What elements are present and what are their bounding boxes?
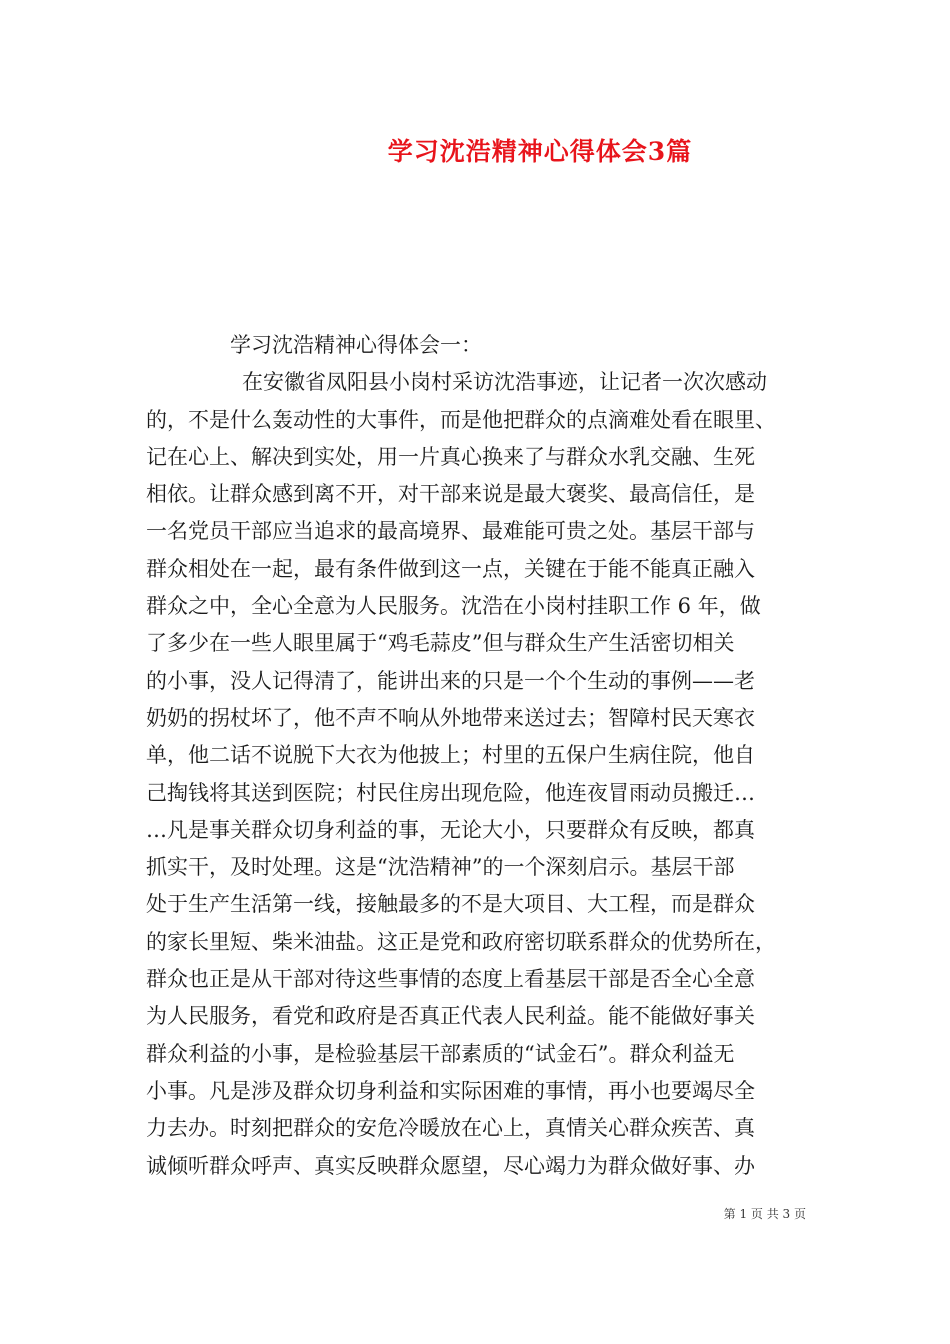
- paragraph-line: 群众也正是从干部对待这些事情的态度上看基层干部是否全心全意: [146, 967, 755, 992]
- paragraph-line: 抓实干，及时处理。这是“沈浩精神”的一个深刻启示。基层干部: [146, 855, 735, 880]
- document-title: 学习沈浩精神心得体会3篇: [387, 137, 693, 166]
- section-subheading: 学习沈浩精神心得体会一：: [230, 333, 482, 357]
- page-footer: 第 1 页 共 3 页: [723, 1207, 806, 1221]
- paragraph-line: 群众之中，全心全意为人民服务。沈浩在小岗村挂职工作 6 年，做: [146, 594, 761, 619]
- paragraph-line: 为人民服务，看党和政府是否真正代表人民利益。能不能做好事关: [146, 1004, 755, 1029]
- paragraph-line: 相依。让群众感到离不开，对干部来说是最大褒奖、最高信任，是: [146, 482, 755, 507]
- paragraph-line: …凡是事关群众切身利益的事，无论大小，只要群众有反映，都真: [146, 817, 755, 842]
- document-body: [146, 327, 806, 1185]
- paragraph-line: 群众相处在一起，最有条件做到这一点，关键在于能不能真正融入: [146, 556, 755, 581]
- paragraph-line: 一名党员干部应当追求的最高境界、最难能可贵之处。基层干部与: [146, 519, 755, 544]
- paragraph-line: 处于生产生活第一线，接触最多的不是大项目、大工程，而是群众: [146, 892, 755, 917]
- paragraph-line: 诚倾听群众呼声、真实反映群众愿望，尽心竭力为群众做好事、办: [146, 1153, 755, 1178]
- paragraph-line: 的家长里短、柴米油盐。这正是党和政府密切联系群众的优势所在，: [146, 929, 776, 954]
- paragraph-line: 记在心上、解决到实处，用一片真心换来了与群众水乳交融、生死: [146, 444, 755, 469]
- paragraph-line: 了多少在一些人眼里属于“鸡毛蒜皮”但与群众生产生活密切相关: [146, 631, 735, 656]
- paragraph-line: 己掏钱将其送到医院；村民住房出现危险，他连夜冒雨动员搬迁…: [146, 780, 755, 805]
- paragraph-line: 群众利益的小事，是检验基层干部素质的“试金石”。群众利益无: [146, 1041, 735, 1066]
- paragraph-line: 奶奶的拐杖坏了，他不声不响从外地带来送过去；智障村民天寒衣: [146, 705, 755, 730]
- paragraph-line: 单，他二话不说脱下大衣为他披上；村里的五保户生病住院，他自: [146, 743, 755, 768]
- paragraph-line: 在安徽省凤阳县小岗村采访沈浩事迹，让记者一次次感动: [242, 370, 767, 395]
- paragraph-line: 力去办。时刻把群众的安危冷暖放在心上，真情关心群众疾苦、真: [146, 1116, 755, 1141]
- paragraph-line: 的小事，没人记得清了，能讲出来的只是一个个生动的事例——老: [146, 668, 755, 693]
- paragraph-line: 的，不是什么轰动性的大事件，而是他把群众的点滴难处看在眼里、: [146, 407, 776, 432]
- paragraph-line: 小事。凡是涉及群众切身利益和实际困难的事情，再小也要竭尽全: [146, 1078, 755, 1103]
